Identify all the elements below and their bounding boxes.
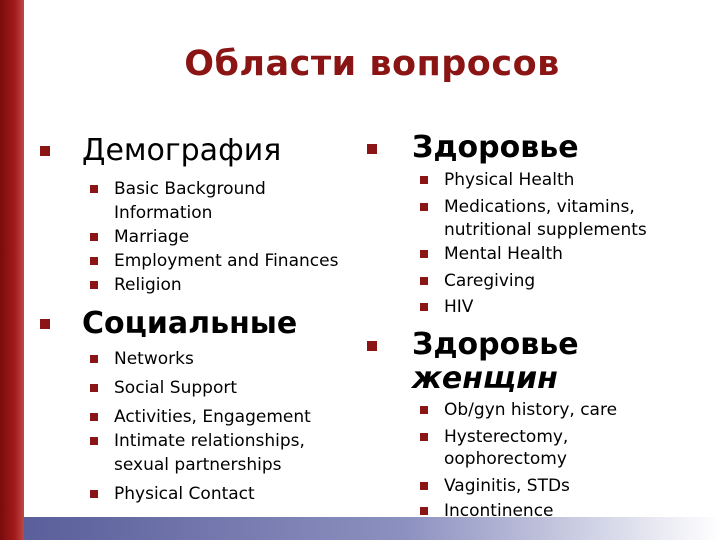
bullet-square-icon — [90, 437, 98, 445]
bullet-square-icon — [420, 482, 428, 490]
bullet-square-icon — [90, 490, 98, 498]
bullet-square-icon — [420, 406, 428, 414]
womens-health-heading-line1: Здоровье — [412, 327, 579, 362]
list-item: Medications, vitamins, — [444, 197, 635, 217]
bullet-square-icon — [367, 341, 377, 351]
list-item: Physical Health — [444, 170, 575, 190]
bullet-square-icon — [90, 355, 98, 363]
list-item: Vaginitis, STDs — [444, 476, 570, 496]
womens-health-heading-line2: женщин — [412, 361, 558, 396]
bullet-square-icon — [40, 146, 50, 156]
list-item: Ob/gyn history, care — [444, 400, 618, 420]
list-item: Intimate relationships, — [114, 431, 305, 451]
list-item: Social Support — [114, 378, 238, 398]
list-item-continuation: nutritional supplements — [444, 220, 647, 240]
list-item: Marriage — [114, 227, 190, 247]
bullet-square-icon — [40, 319, 50, 329]
bullet-square-icon — [420, 203, 428, 211]
bullet-square-icon — [90, 257, 98, 265]
bullet-square-icon — [420, 277, 428, 285]
list-item: Hysterectomy, — [444, 427, 569, 447]
bullet-square-icon — [90, 233, 98, 241]
bullet-square-icon — [90, 185, 98, 193]
bottom-decorative-bar — [24, 517, 720, 540]
bullet-square-icon — [420, 303, 428, 311]
list-item: Caregiving — [444, 271, 536, 291]
list-item-continuation: Information — [114, 203, 213, 223]
list-item-continuation: oophorectomy — [444, 449, 567, 469]
slide-title: Области вопросов — [184, 44, 560, 84]
bullet-square-icon — [420, 250, 428, 258]
list-item: Basic Background — [114, 179, 266, 199]
bullet-square-icon — [90, 384, 98, 392]
bullet-square-icon — [420, 176, 428, 184]
list-item: Networks — [114, 349, 194, 369]
left-decorative-bar — [0, 0, 24, 540]
list-item-continuation: sexual partnerships — [114, 455, 282, 475]
list-item: Activities, Engagement — [114, 407, 311, 427]
health-heading: Здоровье — [412, 130, 579, 165]
list-item: Employment and Finances — [114, 251, 339, 271]
social-heading: Социальные — [82, 306, 298, 341]
demographics-heading: Демография — [82, 133, 282, 168]
bullet-square-icon — [90, 281, 98, 289]
bullet-square-icon — [90, 413, 98, 421]
bullet-square-icon — [420, 433, 428, 441]
list-item: Physical Contact — [114, 484, 255, 504]
list-item: Mental Health — [444, 244, 563, 264]
list-item: HIV — [444, 297, 474, 317]
list-item: Religion — [114, 275, 182, 295]
list-item: Incontinence — [444, 501, 554, 521]
bullet-square-icon — [367, 144, 377, 154]
bullet-square-icon — [420, 507, 428, 515]
